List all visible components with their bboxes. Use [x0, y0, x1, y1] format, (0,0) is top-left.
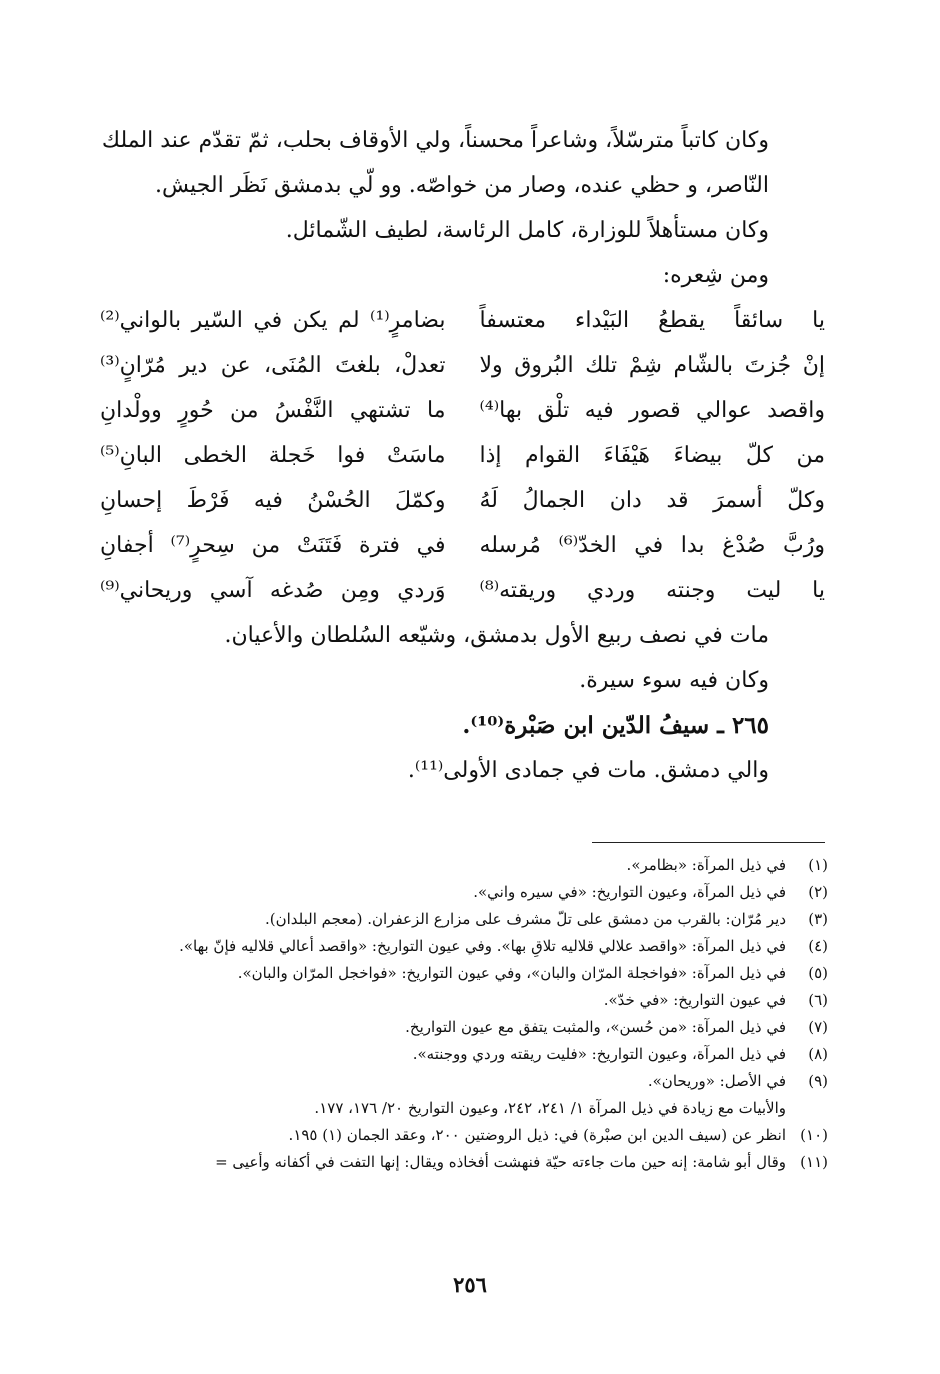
- footnote-number: (٦): [808, 991, 828, 1009]
- poem-line-4-first-half: من كلّ بيضاءَ هَيْفَاءَ القوام إذا: [479, 443, 825, 468]
- footnote: [80, 1149, 828, 1176]
- poem-line-6-second-half: في فترة فَتَنَتْ من سِحرٍ⁽⁷⁾ أجفانِ: [100, 533, 446, 558]
- footnote: [80, 933, 828, 960]
- biography-paragraph-2: وكان مستأهلاً للوزارة، كامل الرئاسة، لطيف الشّمائل.: [285, 218, 769, 243]
- footnote: [80, 1122, 828, 1149]
- poetry-intro: ومن شِعره:: [662, 263, 769, 288]
- poem-line-2-first-half: إنْ جُزتَ بالشّام شِمْ تلك البُروق ولا: [479, 353, 825, 378]
- footnote: [80, 906, 828, 933]
- footnote-number: (٥): [808, 964, 828, 982]
- footnote-number: (٣): [808, 910, 828, 928]
- footnote-number: (٤): [808, 937, 828, 955]
- footnote-text: في ذيل المرآة: «من حُسن»، والمثبت يتفق مع عيون التواريخ.: [405, 1018, 786, 1036]
- footnote-text: في ذيل المرآة، وعيون التواريخ: «في سيره واني».: [473, 883, 786, 901]
- footnote: [80, 852, 828, 879]
- poem-line-2-second-half: تعدلْ، بلغتَ المُنَى، عن دير مُرّانٍ⁽³⁾: [100, 353, 446, 378]
- footnote-number: (١): [808, 856, 828, 874]
- footnote-text: في ذيل المرآة: «بظامر».: [626, 856, 786, 874]
- footnote-number: (٩): [808, 1072, 828, 1090]
- footnote-continuation: [80, 1095, 828, 1122]
- footnote-number: (١١): [800, 1153, 828, 1171]
- footnote: [80, 1068, 828, 1095]
- footnote-text: وقال أبو شامة: إنه حين مات جاءته حيّة فنهشت أفخاذه ويقال: إنها التفت في أكفانه وأعيى =: [215, 1153, 786, 1171]
- footnote-number: (٨): [808, 1045, 828, 1063]
- footnote-text: في الأصل: «وريحان».: [647, 1072, 786, 1090]
- footnote-text: في عيون التواريخ: «في خدّ».: [603, 991, 786, 1009]
- footnote-text: في ذيل المرآة: «فواخجلة المرّان والبان»، وفي عيون التواريخ: «فواخجل المرّان والبان».: [237, 964, 786, 982]
- footnote-number: (١٠): [800, 1126, 828, 1144]
- poem: [100, 298, 825, 613]
- footnote: [80, 987, 828, 1014]
- poem-line-6-first-half: ورُبَّ صُدْغ بدا في الخدّ⁽⁶⁾ مُرسله: [479, 533, 825, 558]
- footnote-number: (٧): [808, 1018, 828, 1036]
- entry-paragraph: والي دمشق. مات في جمادى الأولى⁽¹¹⁾.: [407, 758, 769, 783]
- footnote: [80, 879, 828, 906]
- poem-line-3-first-half: واقصد عوالي قصور فيه تلْق بها⁽⁴⁾: [479, 398, 825, 423]
- footnote: [80, 1014, 828, 1041]
- poem-line-1-second-half: بضامرٍ⁽¹⁾ لم يكن في السّير بالواني⁽²⁾: [100, 308, 446, 333]
- poem-line-4-second-half: ماسَتْ فوا خَجلة الخطى البانِ⁽⁵⁾: [100, 443, 446, 468]
- footnote-divider: [592, 842, 825, 843]
- page-number: ٢٥٦: [453, 1272, 487, 1297]
- footnote: [80, 1041, 828, 1068]
- poem-line-3-second-half: ما تشتهي النَّفْسُ من حُورٍ وولْدانِ: [100, 398, 446, 423]
- footnote-text: والأبيات مع زيادة في ذيل المرآة ١/ ٢٤١، ٢٤٢، وعيون التواريخ ٢٠/ ١٧٦، ١٧٧.: [314, 1099, 786, 1117]
- main-text: [100, 118, 825, 793]
- footnotes: [80, 852, 828, 1176]
- footnote: [80, 960, 828, 987]
- footnote-number: (٢): [808, 883, 828, 901]
- poem-line-1-first-half: يا سائقاً يقطعُ البَيْداء معتسفاً: [479, 308, 825, 333]
- death-paragraph: مات في نصف ربيع الأول بدمشق، وشيّعه السُلطان والأعيان.: [224, 623, 769, 648]
- footnote-text: في ذيل المرآة: «واقصد علالي قلاليه تلاقِ بها». وفي عيون التواريخ: «واقصد أعالي قلاليه فإنّ بها».: [179, 937, 786, 955]
- poem-line-7-second-half: وَردي ومِن صُدغه آسي وريحاني⁽⁹⁾: [100, 578, 446, 603]
- footnote-text: دير مُرّان: بالقرب من دمشق على تلّ مشرف على مزارع الزعفران. (معجم البلدان).: [264, 910, 786, 928]
- poem-line-7-first-half: يا ليت وجنته وردي وريقته⁽⁸⁾: [479, 578, 825, 603]
- footnote-text: انظر عن (سيف الدين ابن صبْرة) في: ذيل الروضتين ٢٠٠، وعقد الجمان (١) ١٩٥.: [288, 1126, 786, 1144]
- poem-line-5-first-half: وكلّ أسمرَ قد دان الجمالُ لَهُ: [479, 488, 825, 513]
- footnote-text: في ذيل المرآة، وعيون التواريخ: «فليت ريقته وردي ووجنته».: [412, 1045, 786, 1063]
- entry-heading: ٢٦٥ ـ سيفُ الدّين ابن صَبْرة⁽¹⁰⁾.: [462, 712, 769, 739]
- poem-line-5-second-half: وكمّلَ الحُسْنُ فيه فَرْطَ إحسانِ: [100, 488, 446, 513]
- conduct-paragraph: وكان فيه سوء سيرة.: [579, 668, 769, 693]
- biography-paragraph-1: وكان كاتباً مترسّلاً، وشاعراً محسناً، ولي الأوقاف بحلب، ثمّ تقدّم عند الملك النّاصر، و حظي عنده، وصار من خواصّه. وو لّي بدمشق نَظَر الجيش.: [101, 128, 769, 198]
